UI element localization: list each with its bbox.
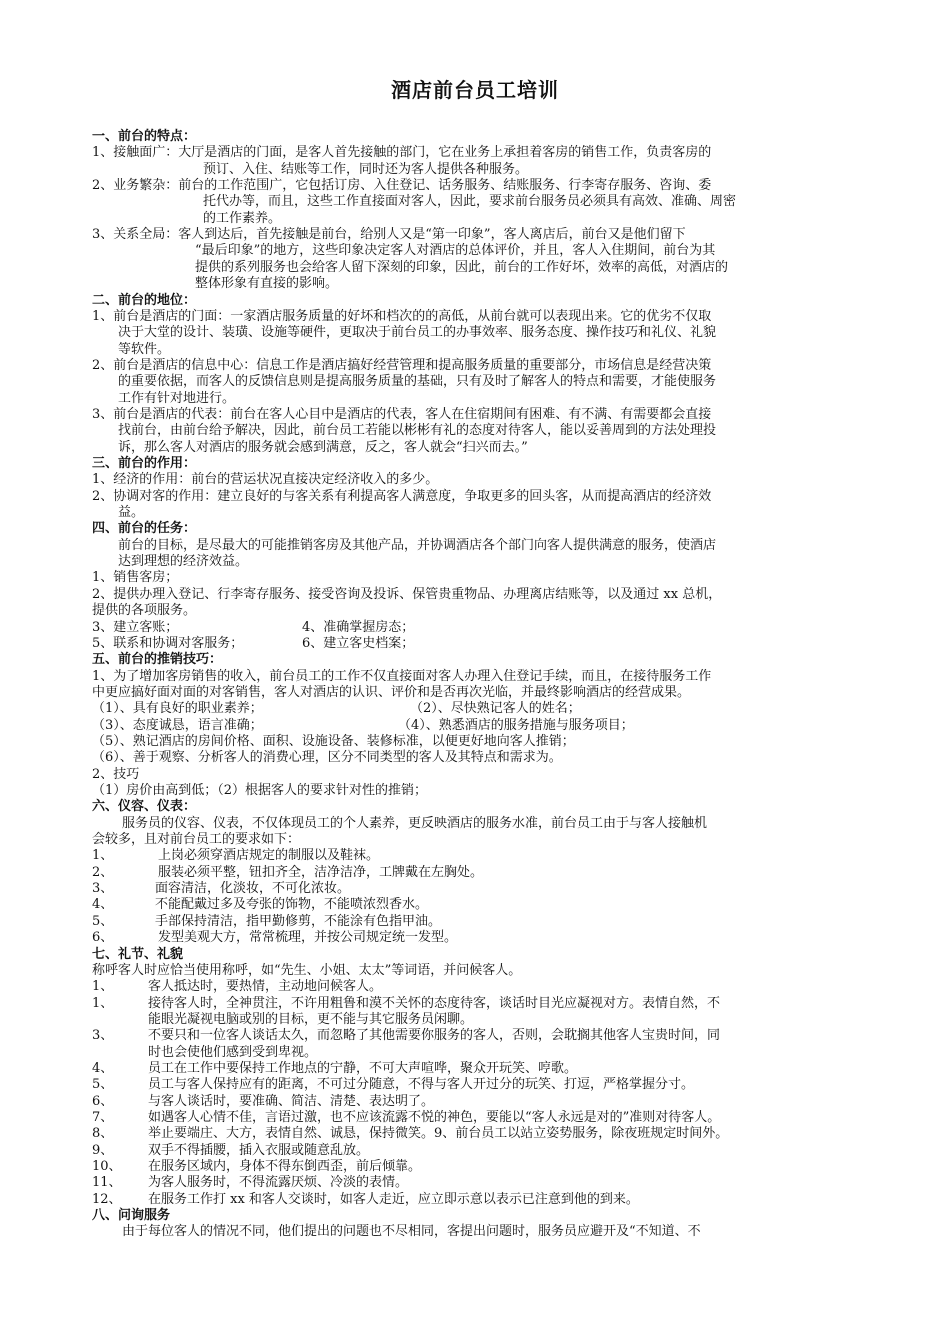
text-line [195,260,728,275]
line-text: （3）、态度诚恳，语言准确； [92,717,263,733]
text-line [92,619,415,635]
text-line [118,325,716,340]
text-line [92,750,562,765]
text-line [92,472,438,487]
line-text: 1、接触面广：大厅是酒店的门面，是客人首先接触的部门，它在业务上承担着客房的销售工作，负责客房的 [92,145,712,161]
line-text: 5、联系和协调对客服务； [92,635,244,651]
text-line [92,227,686,242]
line-text: 1、 [92,848,114,864]
text-line [203,194,736,209]
line-text-col2: 上岗必须穿酒店规定的制服以及鞋袜。 [158,848,380,864]
text-line [122,816,707,831]
text-line [92,1077,695,1093]
line-text: 托代办等，而且，这些工作直接面对客人，因此，要求前台服务员必须具有高效、准确、周密 [203,194,737,210]
line-text: 的工作素养。 [203,210,282,226]
line-text-col2: 服装必须平整，钮扣齐全，洁净洁净，工牌戴在左胸处。 [158,864,484,880]
text-line [118,342,170,357]
line-text: 6、 [92,1093,114,1109]
line-text-col2: （2）、尽快熟记客人的姓名； [410,701,581,717]
text-line [92,407,711,422]
line-text-col2: 6、建立客史档案； [302,635,415,651]
line-text: 1、 [92,995,114,1011]
line-text: 9、 [92,1142,114,1158]
text-line [118,391,235,406]
line-text-col2: 员工与客人保持应有的距离，不可过分随意，不得与客人开过分的玩笑、打逗，严格掌握分寸。 [148,1077,695,1093]
text-line [92,178,711,193]
line-text: 达到理想的经济效益。 [118,554,249,570]
line-text: 5、 [92,1077,114,1093]
line-text-col2: 员工在工作中要保持工作地点的宁静，不可大声喧哗，聚众开玩笑、哼歌。 [148,1060,578,1076]
line-text: 提供的各项服务。 [92,603,197,619]
text-line [92,783,427,798]
line-text-col2: 在服务区域内，身体不得东倒西歪，前后倾靠。 [148,1159,422,1175]
text-line [92,995,721,1011]
line-text: 由于每位客人的情况不同，他们提出的问题也不尽相同，客提出问题时，服务员应避开及“不知道、不 [122,1224,701,1240]
line-text-col2: 不能配戴过多及夸张的饰物，不能喷浓烈香水。 [155,897,429,913]
line-text: 预订、入住、结账等工作，同时还为客人提供各种服务。 [203,161,529,177]
text-line [118,554,248,569]
section-heading [92,652,222,667]
line-text: 12、 [92,1191,122,1207]
text-line [92,489,711,504]
line-text-col2: 发型美观大方，常常梳理，并按公司规定统一发型。 [158,930,458,946]
line-text: 找前台，由前台给予解决，因此，前台员工若能以彬彬有礼的态度对待客人，能以妥善周到的方法处理投 [118,423,717,439]
text-line [92,864,484,880]
text-line [92,570,178,585]
line-text-col2: 4、准确掌握房态； [302,619,415,635]
text-line [118,440,528,455]
section-heading [92,799,196,814]
text-line [92,881,351,897]
line-text: 1、为了增加客房销售的收入，前台员工的工作不仅直接面对客人办理入住登记手续，而且，在接待服务工作 [92,668,712,684]
text-line [203,162,528,177]
line-text-col2: 为客人服务时，不得流露厌烦、冷淡的表情。 [148,1175,409,1191]
line-text: 3、 [92,881,114,897]
text-line [203,211,281,226]
section-heading [92,947,183,962]
text-line [92,963,521,978]
text-line [122,1224,701,1239]
line-text: 八、问询服务 [92,1208,171,1224]
line-text: 2、业务繁杂：前台的工作范围广，它包括订房、入住登记、话务服务、结账服务、行李寄存服务、咨询、委 [92,178,712,194]
page-title: 酒店前台员工培训 [391,78,559,102]
line-text: 2、协调对客的作用：建立良好的与客关系有利提高客人满意度，争取更多的回头客，从而提高酒店的经济效 [92,488,712,504]
line-text: 工作有针对地进行。 [118,390,236,406]
text-line [92,1175,409,1191]
text-line [92,669,711,684]
line-text: 1、销售客房； [92,570,179,586]
text-line [148,1045,317,1060]
line-text: 益。 [118,505,145,521]
line-text: 四、前台的任务： [92,521,197,537]
section-heading [92,456,196,471]
text-line [195,276,338,291]
line-text-col2: （4）、熟悉酒店的服务措施与服务项目； [398,717,634,733]
line-text: 6、 [92,930,114,946]
text-line [118,505,144,520]
line-text: （5）、熟记酒店的房间价格、面积、设施设备、装修标准，以便更好地向客人推销； [92,733,575,749]
line-text: （1）房价由高到低；（2）根据客人的要求针对性的推销； [92,783,428,798]
text-line [92,1028,721,1044]
text-line [92,1110,721,1125]
text-line [195,243,715,258]
line-text: 4、 [92,1060,114,1076]
text-line [118,423,716,438]
line-text: 2、技巧 [92,766,140,782]
text-line [92,848,380,864]
text-line [92,913,442,929]
text-line [92,930,458,946]
text-line [92,603,196,618]
text-line [92,979,383,995]
line-text: 七、礼节、礼貌 [92,946,184,962]
line-text: 服务员的仪容、仪表，不仅体现员工的个人素养，更反映酒店的服务水准，前台员工由于与客人接触机 [122,815,708,831]
line-text-col2: 接待客人时，全神贯注，不许用粗鲁和漠不关怀的态度待客，谈话时目光应凝视对方。表情自然，不 [148,995,721,1011]
line-text: 1、经济的作用：前台的营运状况直接决定经济收入的多少。 [92,472,439,488]
line-text-col2: 举止要端庄、大方，表情自然、诚恳，保持微笑。9、前台员工以站立姿势服务，除夜班规定时间外。 [148,1126,729,1142]
text-line [92,767,139,782]
line-text-col2: 双手不得插腰，插入衣服或随意乱放。 [148,1142,370,1158]
line-text: 2、提供办理入登记、行李寄存服务、接受咨询及投诉、保管贵重物品、办理离店结账等，以及通过 xx 总机， [92,586,722,602]
section-heading [92,129,196,144]
line-text: 10、 [92,1159,122,1175]
line-text: 1、前台是酒店的门面：一家酒店服务质量的好坏和档次的的高低，从前台就可以表现出来。它的优劣不仅取 [92,308,712,324]
section-heading [92,1208,170,1223]
line-text: “最后印象”的地方，这些印象决定客人对酒店的总体评价，并且，客人入住期间，前台为其 [195,243,716,259]
line-text: 会较多，且对前台员工的要求如下： [92,832,301,848]
line-text: 决于大堂的设计、装璜、设施等硬件，更取决于前台员工的办事效率、服务态度、操作技巧和礼仪、礼貌 [118,325,717,341]
text-line [92,587,721,602]
text-line [148,1012,473,1027]
line-text: 1、 [92,979,114,995]
line-text: 2、前台是酒店的信息中心：信息工作是酒店搞好经营管理和提高服务质量的重要部分，市场信息是经营决策 [92,357,712,373]
text-line [92,1060,578,1076]
line-text-col2: 客人抵达时，要热情，主动地问候客人。 [148,979,383,995]
line-text: 3、建立客账； [92,619,179,635]
line-text: 整体形象有直接的影响。 [195,276,339,292]
line-text: 3、 [92,1028,114,1044]
text-line [118,538,716,553]
line-text: 一、前台的特点： [92,129,197,144]
line-text: 2、 [92,864,114,880]
line-text: （6）、善于观察、分析客人的消费心理，区分不同类型的客人及其特点和需求为。 [92,750,562,766]
text-line [92,145,711,160]
text-line [118,374,716,389]
text-line [92,635,415,651]
line-text-col2: 如遇客人心情不佳，言语过激，也不应该流露不悦的神色，要能以“客人永远是对的”准则对待客人。 [148,1110,721,1125]
text-line [92,1126,729,1142]
text-line [92,685,690,700]
text-line [92,701,581,717]
line-text: 11、 [92,1175,122,1191]
line-text: 诉，那么客人对酒店的服务就会感到满意，反之，客人就会“扫兴而去。” [118,439,528,455]
section-heading [92,521,196,536]
line-text-col2: 手部保持清洁，指甲勤修剪，不能涂有色指甲油。 [155,913,442,929]
line-text: 称呼客人时应恰当使用称呼，如“先生、小姐、太太”等词语，并问候客人。 [92,962,522,978]
text-line [92,1191,639,1207]
line-text: 3、前台是酒店的代表：前台在客人心目中是酒店的代表，客人在住宿期间有困难、有不满、有需要都会直接 [92,406,712,422]
text-line [92,717,634,733]
line-text: 的重要依据，而客人的反馈信息则是提高服务质量的基础，只有及时了解客人的特点和需要，才能使服务 [118,374,717,390]
line-text: 5、 [92,913,114,929]
line-text-col2: 在服务工作打 xx 和客人交谈时，如客人走近，应立即示意以表示已注意到他的到来。 [148,1191,639,1207]
section-heading [92,293,196,308]
line-text-col2: 不要只和一位客人谈话太久，而忽略了其他需要你服务的客人，否则，会耽搁其他客人宝贵时间，同 [148,1028,721,1044]
line-text: 等软件。 [118,341,171,357]
line-text: 4、 [92,897,114,913]
line-text: 二、前台的地位： [92,292,197,308]
line-text-col2: 与客人谈话时，要准确、简洁、清楚、表达明了。 [148,1093,435,1109]
text-line [92,897,429,913]
line-text: 能眼光凝视电脑或别的目标，更不能与其它服务员闲聊。 [148,1011,474,1027]
text-line [92,1142,370,1158]
line-text-col2: 面容清洁，化淡妆，不可化浓妆。 [155,881,351,897]
line-text: 五、前台的推销技巧： [92,652,223,668]
text-line [92,832,300,847]
line-text: 时也会使他们感到受到卑视。 [148,1044,318,1060]
text-line [92,1093,435,1109]
line-text: 8、 [92,1126,114,1142]
line-text: 中更应搞好面对面的对客销售，客人对酒店的认识、评价和是否再次光临，并最终影响酒店的经营成果。 [92,684,691,700]
text-line [92,734,575,749]
line-text: 三、前台的作用： [92,456,197,471]
text-line [92,1159,422,1175]
line-text: 前台的目标，是尽最大的可能推销客房及其他产品，并协调酒店各个部门向客人提供满意的服务，使酒店 [118,537,717,553]
line-text: 7、 [92,1110,114,1125]
line-text: 提供的系列服务也会给客人留下深刻的印象，因此，前台的工作好坏，效率的高低，对酒店的 [195,259,729,275]
text-line [92,309,711,324]
line-text: （1）、具有良好的职业素养； [92,701,263,717]
line-text: 六、仪容、仪表： [92,799,197,815]
line-text: 3、关系全局：客人到达后，首先接触是前台，给别人又是“第一印象”，客人离店后，前台又是他们留下 [92,227,686,243]
text-line [92,358,711,373]
